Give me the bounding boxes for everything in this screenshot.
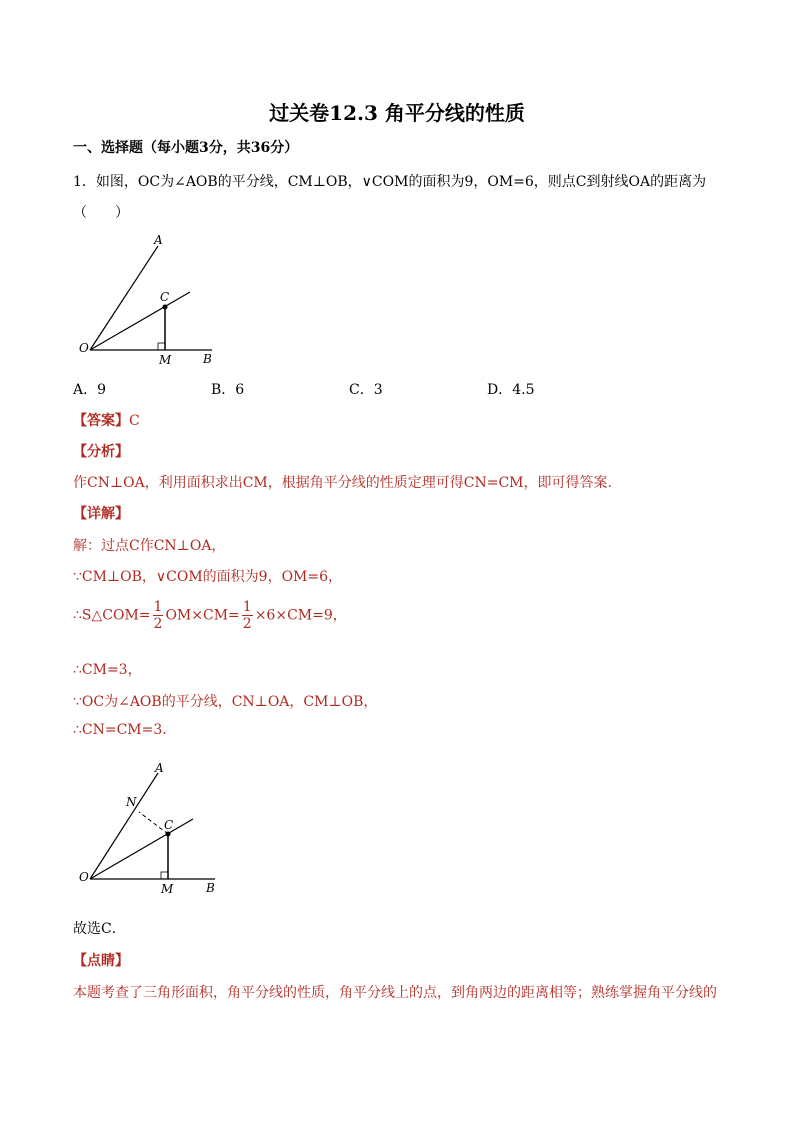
figure-2 [70,756,230,896]
label-b: B [206,881,215,895]
option-c: C．3 [349,382,383,398]
label-b: B [203,352,212,366]
ray-oc [90,819,193,879]
detail-line-3-mid: OM×CM= [165,607,240,624]
label-o: O [79,341,89,355]
fraction-denominator: 2 [242,616,252,632]
fraction-half [153,600,164,631]
detail-line-1: 解：过点C作CN⊥OA， [73,538,226,554]
analysis-tag: 【分析】 [73,444,129,460]
fraction-denominator: 2 [153,616,163,632]
right-angle-mark [161,872,168,879]
detail-tag: 【详解】 [73,506,129,522]
ray-oa [90,773,158,879]
label-c: C [164,818,174,832]
answer-row [73,410,140,430]
option-d: D．4.5 [487,382,535,398]
figure-1 [70,230,230,370]
page-title: 过关卷12.3 角平分线的性质 [269,101,525,125]
label-m: M [161,882,174,896]
detail-line-3 [73,600,347,631]
ray-oa [90,246,158,350]
option-b: B．6 [211,382,245,398]
answer-tag: 【答案】 [73,413,129,429]
detail-line-3-end: ×6×CM=9， [254,607,347,624]
comment-tag: 【点睛】 [73,953,129,969]
fraction-numerator: 1 [153,599,163,615]
fraction-half [242,600,253,631]
option-a: A．9 [73,382,107,398]
label-o: O [79,870,89,884]
label-c: C [160,290,170,304]
right-angle-mark [158,343,165,350]
conclusion: 故选C． [73,921,126,937]
detail-line-6: ∴CN=CM=3. [73,722,167,738]
section-heading: 一、选择题（每小题3分，共36分） [73,140,299,156]
fraction-numerator: 1 [242,599,252,615]
detail-line-3-start: ∴S△COM= [73,607,151,624]
analysis-text: 作CN⊥OA，利用面积求出CM，根据角平分线的性质定理可得CN=CM，即可得答案. [73,475,612,491]
detail-line-2: ∵CM⊥OB，∨COM的面积为9，OM=6， [73,569,343,585]
question-text: 1．如图，OC为∠AOB的平分线，CM⊥OB，∨COM的面积为9，OM=6，则点C到射线OA的距离为 [73,174,707,190]
label-a: A [154,233,163,247]
detail-line-5: ∵OC为∠AOB的平分线，CN⊥OA，CM⊥OB， [73,694,378,710]
detail-line-4: ∴CM=3， [73,662,142,678]
label-n: N [126,795,137,809]
answer-value: C [129,413,140,429]
point-c [166,832,171,837]
point-c [163,305,168,310]
question-blank: （ ） [73,205,129,221]
comment-text: 本题考查了三角形面积，角平分线的性质，角平分线上的点，到角两边的距离相等；熟练掌握角平分线的 [73,985,717,1001]
ray-oc [90,292,190,350]
label-m: M [159,353,172,367]
label-a: A [155,761,164,775]
